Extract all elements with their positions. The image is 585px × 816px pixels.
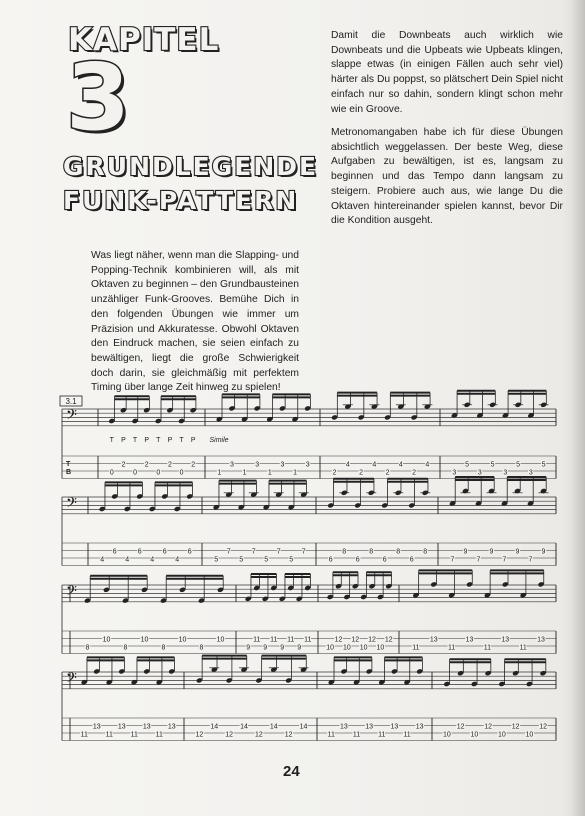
tab-fret-number: 3	[280, 461, 285, 469]
tab-fret-number: 11	[155, 731, 163, 739]
tab-fret-number: 7	[502, 556, 507, 564]
tab-fret-number: 13	[167, 723, 176, 731]
tab-fret-number: 0	[179, 469, 184, 477]
technique-mark: T	[156, 437, 161, 444]
tab-fret-number: 13	[465, 636, 474, 644]
bass-clef-icon: 𝄢	[66, 407, 77, 427]
tab-fret-number: 12	[384, 636, 393, 644]
intro-paragraph-left: Was liegt näher, wenn man die Slapping- und Popping-Technik kombinieren will, als mit Oktaven zu beginnen – den Grundbausteinen unzähliger Funk-Grooves. Bemühe Dich in den folgenden Übungen wie immer um Präzision und Akkuratesse. Obwohl Oktaven den Eindruck machen, sie seien einfach zu bewältigen, liegt die große Schwierigkeit doch darin, sie gleichmäßig mit perfektem Timing über lange Zeit hinweg zu spielen!	[91, 250, 299, 394]
tab-fret-number: 5	[465, 461, 470, 469]
tab-fret-number: 4	[100, 556, 105, 564]
tab-fret-number: 3	[229, 461, 234, 469]
tab-fret-number: 11	[270, 636, 278, 644]
chapter-subtitle-line2: FUNK-PATTERN	[63, 186, 299, 215]
bass-clef-icon: 𝄢	[66, 495, 77, 515]
tab-fret-number: 5	[214, 556, 219, 564]
tab-clef-label: T	[66, 461, 71, 468]
tab-fret-number: 10	[376, 644, 385, 652]
tab-fret-number: 10	[178, 636, 187, 644]
tab-fret-number: 0	[109, 469, 114, 477]
tab-fret-number: 8	[396, 548, 401, 556]
page-number: 24	[283, 763, 300, 780]
tab-fret-number: 8	[423, 548, 428, 556]
tab-fret-number: 6	[382, 556, 387, 564]
tab-fret-number: 14	[299, 723, 308, 731]
tab-fret-number: 4	[425, 461, 430, 469]
tab-fret-number: 9	[246, 644, 251, 652]
tab-fret-number: 13	[429, 636, 438, 644]
tab-fret-number: 5	[239, 556, 244, 564]
tab-fret-number: 11	[327, 731, 335, 739]
tab-clef-label: B	[66, 469, 72, 476]
tab-fret-number: 7	[528, 556, 533, 564]
tab-fret-number: 12	[351, 636, 360, 644]
technique-mark: T	[179, 437, 184, 444]
tab-fret-number: 10	[359, 644, 368, 652]
technique-mark: P	[190, 437, 196, 444]
tab-fret-number: 4	[398, 461, 403, 469]
bass-clef-icon: 𝄢	[66, 583, 77, 603]
tab-fret-number: 3	[255, 461, 260, 469]
tab-fret-number: 13	[365, 723, 374, 731]
tab-fret-number: 2	[332, 469, 337, 477]
tab-fret-number: 9	[280, 644, 285, 652]
tab-fret-number: 6	[112, 548, 117, 556]
tab-fret-number: 13	[501, 636, 510, 644]
tab-fret-number: 11	[352, 731, 361, 739]
tab-fret-number: 11	[519, 644, 527, 652]
tab-fret-number: 9	[263, 644, 268, 652]
tab-fret-number: 7	[301, 548, 306, 556]
tab-fret-number: 10	[343, 644, 351, 652]
tab-fret-number: 12	[284, 731, 293, 739]
tab-fret-number: 13	[142, 723, 151, 731]
tab-fret-number: 11	[130, 731, 138, 739]
tab-fret-number: 2	[167, 461, 172, 469]
tab-fret-number: 10	[216, 636, 225, 644]
tab-fret-number: 11	[483, 644, 492, 652]
tab-fret-number: 7	[226, 548, 231, 556]
intro-paragraph-right-1: Damit die Downbeats auch wirklich wie Downbeats und die Upbeats wie Upbeats klingen, slappe etwas (in einigen Fällen auch sehr viel) härter als Du poppst, so plätschert Dein Spiel nicht einfach nur so dahin, sondern klingt schon mehr wie ein Groove.	[331, 30, 563, 115]
tab-fret-number: 11	[105, 731, 113, 739]
tab-fret-number: 4	[372, 461, 377, 469]
tab-fret-number: 11	[80, 731, 88, 739]
tab-fret-number: 11	[304, 636, 312, 644]
tab-fret-number: 1	[293, 469, 298, 477]
tab-fret-number: 6	[137, 548, 142, 556]
tab-fret-number: 13	[537, 636, 545, 644]
tab-fret-number: 6	[409, 556, 414, 564]
tab-fret-number: 10	[140, 636, 149, 644]
tab-fret-number: 11	[287, 636, 295, 644]
tab-fret-number: 13	[415, 723, 424, 731]
tab-fret-number: 8	[161, 644, 166, 652]
tab-fret-number: 5	[516, 461, 521, 469]
tab-fret-number: 3	[452, 469, 457, 477]
tab-fret-number: 9	[463, 548, 468, 556]
technique-mark: T	[109, 437, 114, 444]
technique-mark: P	[144, 437, 150, 444]
tab-fret-number: 14	[210, 723, 219, 731]
tab-fret-number: 11	[378, 731, 386, 739]
tab-fret-number: 13	[340, 723, 348, 731]
tab-fret-number: 0	[133, 469, 138, 477]
tab-fret-number: 8	[199, 644, 204, 652]
tab-fret-number: 5	[264, 556, 269, 564]
tab-fret-number: 12	[255, 731, 263, 739]
tab-fret-number: 12	[484, 723, 493, 731]
technique-mark: T	[132, 437, 138, 444]
tab-fret-number: 11	[253, 636, 261, 644]
tab-fret-number: 10	[525, 731, 534, 739]
tab-fret-number: 11	[448, 644, 456, 652]
tab-fret-number: 12	[225, 731, 234, 739]
tab-fret-number: 13	[117, 723, 126, 731]
tab-fret-number: 2	[121, 461, 126, 469]
tab-fret-number: 9	[541, 548, 546, 556]
tab-fret-number: 1	[267, 469, 272, 477]
tab-fret-number: 9	[515, 548, 520, 556]
tab-fret-number: 13	[92, 723, 101, 731]
simile-marking: Simile	[209, 437, 229, 444]
tab-fret-number: 4	[175, 556, 180, 564]
tab-fret-number: 2	[144, 461, 149, 469]
tab-fret-number: 6	[328, 556, 333, 564]
chapter-number: 3	[66, 44, 132, 151]
tab-fret-number: 11	[403, 731, 411, 739]
tab-fret-number: 14	[269, 723, 278, 731]
tab-fret-number: 7	[276, 548, 281, 556]
tab-fret-number: 12	[334, 636, 343, 644]
tab-fret-number: 10	[326, 644, 335, 652]
tab-fret-number: 12	[368, 636, 376, 644]
technique-mark: P	[121, 437, 126, 444]
tab-fret-number: 5	[541, 461, 546, 469]
tab-fret-number: 12	[195, 731, 204, 739]
tab-fret-number: 10	[470, 731, 479, 739]
tab-fret-number: 10	[442, 731, 451, 739]
tab-fret-number: 5	[490, 461, 495, 469]
tab-fret-number: 8	[123, 644, 128, 652]
tab-fret-number: 13	[390, 723, 399, 731]
tab-fret-number: 3	[503, 469, 508, 477]
tab-fret-number: 7	[251, 548, 256, 556]
tab-fret-number: 0	[156, 469, 161, 477]
tab-fret-number: 4	[125, 556, 130, 564]
tab-fret-number: 1	[217, 469, 222, 477]
tab-fret-number: 7	[476, 556, 481, 564]
tab-fret-number: 8	[85, 644, 90, 652]
tab-fret-number: 2	[385, 469, 390, 477]
tab-fret-number: 9	[297, 644, 302, 652]
tab-fret-number: 3	[528, 469, 533, 477]
exercise-label: 3.1	[65, 397, 77, 406]
tab-fret-number: 7	[450, 556, 455, 564]
tab-fret-number: 14	[240, 723, 248, 731]
tab-fret-number: 3	[477, 469, 482, 477]
tab-fret-number: 8	[342, 548, 347, 556]
tab-fret-number: 11	[412, 644, 420, 652]
tab-fret-number: 12	[511, 723, 520, 731]
chapter-subtitle-line1: GRUNDLEGENDE	[63, 152, 319, 181]
tab-fret-number: 2	[191, 461, 196, 469]
tab-fret-number: 3	[305, 461, 310, 469]
chapter-word: KAPITEL	[68, 22, 220, 58]
tab-fret-number: 10	[102, 636, 111, 644]
bass-clef-icon: 𝄢	[66, 670, 77, 690]
tab-fret-number: 6	[162, 548, 167, 556]
tab-fret-number: 4	[345, 461, 350, 469]
tab-fret-number: 5	[289, 556, 294, 564]
tab-fret-number: 9	[489, 548, 494, 556]
tab-fret-number: 4	[150, 556, 155, 564]
technique-mark: P	[167, 437, 173, 444]
tab-fret-number: 2	[412, 469, 417, 477]
tab-fret-number: 6	[355, 556, 360, 564]
tab-fret-number: 2	[359, 469, 364, 477]
tab-fret-number: 12	[456, 723, 465, 731]
intro-paragraph-right-2: Metronomangaben habe ich für diese Übungen absichtlich weggelassen. Der beste Weg, diese Aufgaben zu bewältigen, ist es, langsam zu beginnen und das Tempo dann langsam zu steigern. Probiere auch aus, wie lange Du die Oktaven hintereinander spielen kannst, bevor Dir die Kondition ausgeht.	[331, 127, 563, 227]
tab-fret-number: 6	[187, 548, 192, 556]
tab-fret-number: 1	[242, 469, 247, 477]
tab-fret-number: 12	[539, 723, 548, 731]
tab-fret-number: 8	[369, 548, 374, 556]
tab-fret-number: 10	[497, 731, 506, 739]
